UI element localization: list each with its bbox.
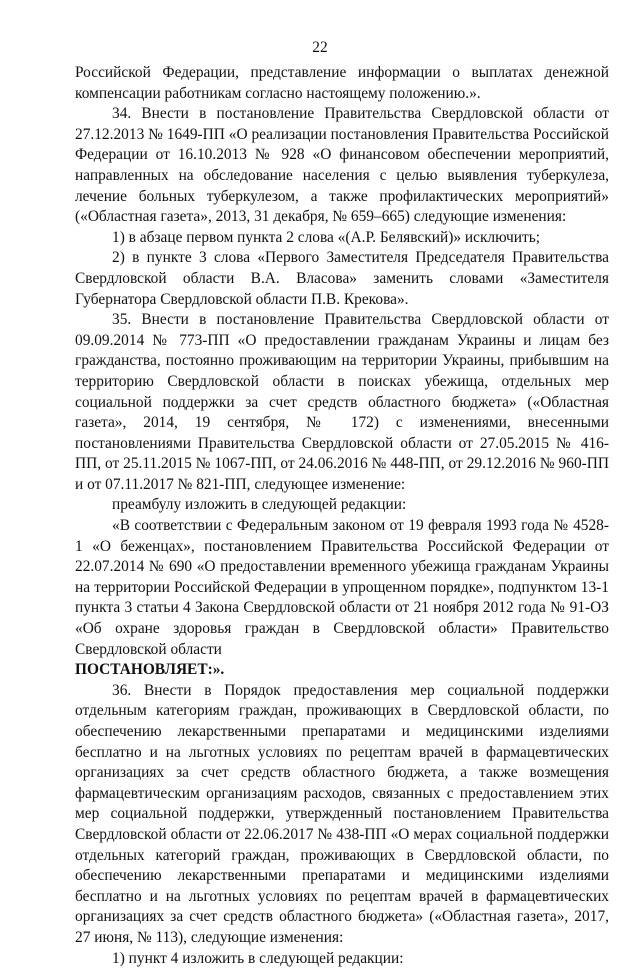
page-number: 22 (312, 39, 328, 56)
paragraph-item-34: 34. Внести в постановление Правительства Свердловской области от 27.12.2013 № 1649-ПП «О реализации постановления Правительства Российской Федерации от 16.10.2013 № 928 «О финансовом обеспечении мероприятий, направленных на обследование населения с целью выявления туберкулеза, лечение больных туберкулезом, а также профилактических мероприятий» («Областная газета», 2013, 31 декабря, № 659–665) следующие изменения: (75, 105, 609, 226)
paragraph-resolves: ПОСТАНОВЛЯЕТ:». (75, 661, 225, 679)
paragraph-item-36: 36. Внести в Порядок предоставления мер социальной поддержки отдельным категориям граждан, проживающих в Свердловской области, по обеспечению лекарственными препаратами и медицинскими изделиями бесплатно и на льготных условиях по рецептам врачей в фармацевтических организациях за счет средств областного бюджета, а также возмещения фармацевтическим организациям расходов, связанных с предоставлением этих мер социальной поддержки, утвержденный постановлением Правительства Свердловской области от 22.06.2017 № 438-ПП «О мерах социальной поддержки отдельных категорий граждан, проживающих в Свердловской области, по обеспечению лекарственными препаратами и медицинскими изделиями бесплатно и на льготных условиях по рецептам врачей в фармацевтических организациях за счет средств областного бюджета» («Областная газета», 2017, 27 июня, № 113), следующие изменения: (75, 681, 609, 946)
paragraph-preamble-text: «В соответствии с Федеральным законом от 19 февраля 1993 года № 4528-1 «О беженцах», постановлением Правительства Российской Федерации от 22.07.2014 № 690 «О предоставлении временного убежища гражданам Украины на территории Российской Федерации в упрощенном порядке», подпунктом 13-1 пункта 3 статьи 4 Закона Свердловской области от 21 ноября 2012 года № 91-ОЗ «Об охране здоровья граждан в Свердловской области» Правительство Свердловской области (75, 517, 609, 658)
paragraph-item-35: 35. Внести в постановление Правительства Свердловской области от 09.09.2014 № 773-ПП «О предоставлении гражданам Украины и лицам без гражданства, постоянно проживающим на территории Украины, прибывшим на территорию Свердловской области в поисках убежища, отдельных мер социальной поддержки за счет средств областного бюджета» («Областная газета», 2014, 19 сентября, № 172) с изменениями, внесенными постановлениями Правительства Свердловской области от 27.05.2015 № 416-ПП, от 25.11.2015 № 1067-ПП, от 24.06.2016 № 448-ПП, от 29.12.2016 № 960-ПП и от 07.11.2017 № 821-ПП, следующее изменение: (75, 311, 609, 493)
document-body (75, 63, 609, 969)
paragraph-preamble-instruction: преамбулу изложить в следующей редакции: (112, 496, 407, 514)
paragraph-item-36-sub-1: 1) пункт 4 изложить в следующей редакции: (112, 949, 404, 967)
paragraph-item-34-sub-1: 1) в абзаце первом пункта 2 слова «(А.Р. Белявский)» исключить; (112, 228, 541, 246)
paragraph-item-34-sub-2: 2) в пункте 3 слова «Первого Заместителя Председателя Правительства Свердловской области В.А. Власова» заменить словами «Заместителя Губернатора Свердловской области П.В. Крекова». (75, 249, 609, 308)
paragraph-continuation: Российской Федерации, представление информации о выплатах денежной компенсации работникам согласно настоящему положению.». (75, 64, 609, 102)
